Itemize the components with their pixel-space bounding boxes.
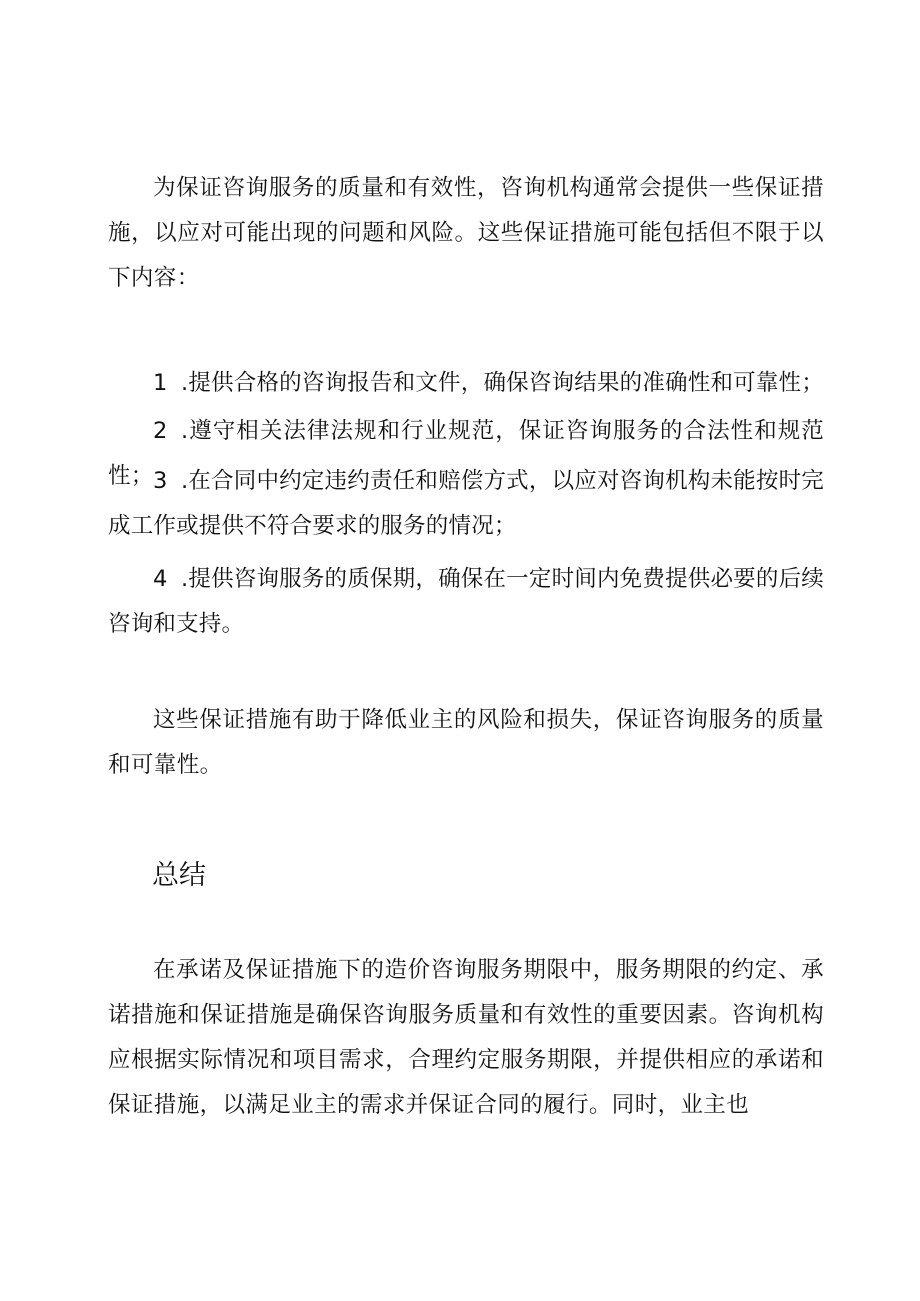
list-item-number: 1: [153, 370, 168, 396]
closing-paragraph: 这些保证措施有助于降低业主的风险和损失，保证咨询服务的质量和可靠性。: [108, 707, 824, 778]
list-item-text: .在合同中约定违约责任和赔偿方式，以应对咨询机构未能按时完成工作或提供不符合要求的服务的情况；: [108, 468, 824, 539]
list-item-number: 3: [153, 468, 168, 494]
list-item-4: [108, 557, 824, 647]
list-item-number: 2: [153, 418, 168, 444]
list-item-1: [108, 361, 824, 406]
summary-paragraph: 在承诺及保证措施下的造价咨询服务期限中，服务期限的约定、承诺措施和保证措施是确保咨询服务质量和有效性的重要因素。咨询机构应根据实际情况和项目需求，合理约定服务期限，并提供相应的承诺和保证措施，以满足业主的需求并保证合同的履行。同时，业主也: [108, 957, 824, 1118]
list-item-text: .提供咨询服务的质保期，确保在一定时间内免费提供必要的后续咨询和支持。: [108, 566, 824, 637]
list-item-number: 4: [153, 566, 168, 592]
list-item-text: .遵守相关法律法规和行业规范，保证咨询服务的合法性和规范性；: [108, 418, 824, 489]
list-item-3: [108, 459, 824, 549]
intro-paragraph: 为保证咨询服务的质量和有效性，咨询机构通常会提供一些保证措施，以应对可能出现的问题和风险。这些保证措施可能包括但不限于以下内容：: [108, 175, 824, 291]
summary-heading: 总结: [152, 860, 206, 891]
list-item-text: .提供合格的咨询报告和文件，确保咨询结果的准确性和可靠性；: [181, 370, 824, 396]
